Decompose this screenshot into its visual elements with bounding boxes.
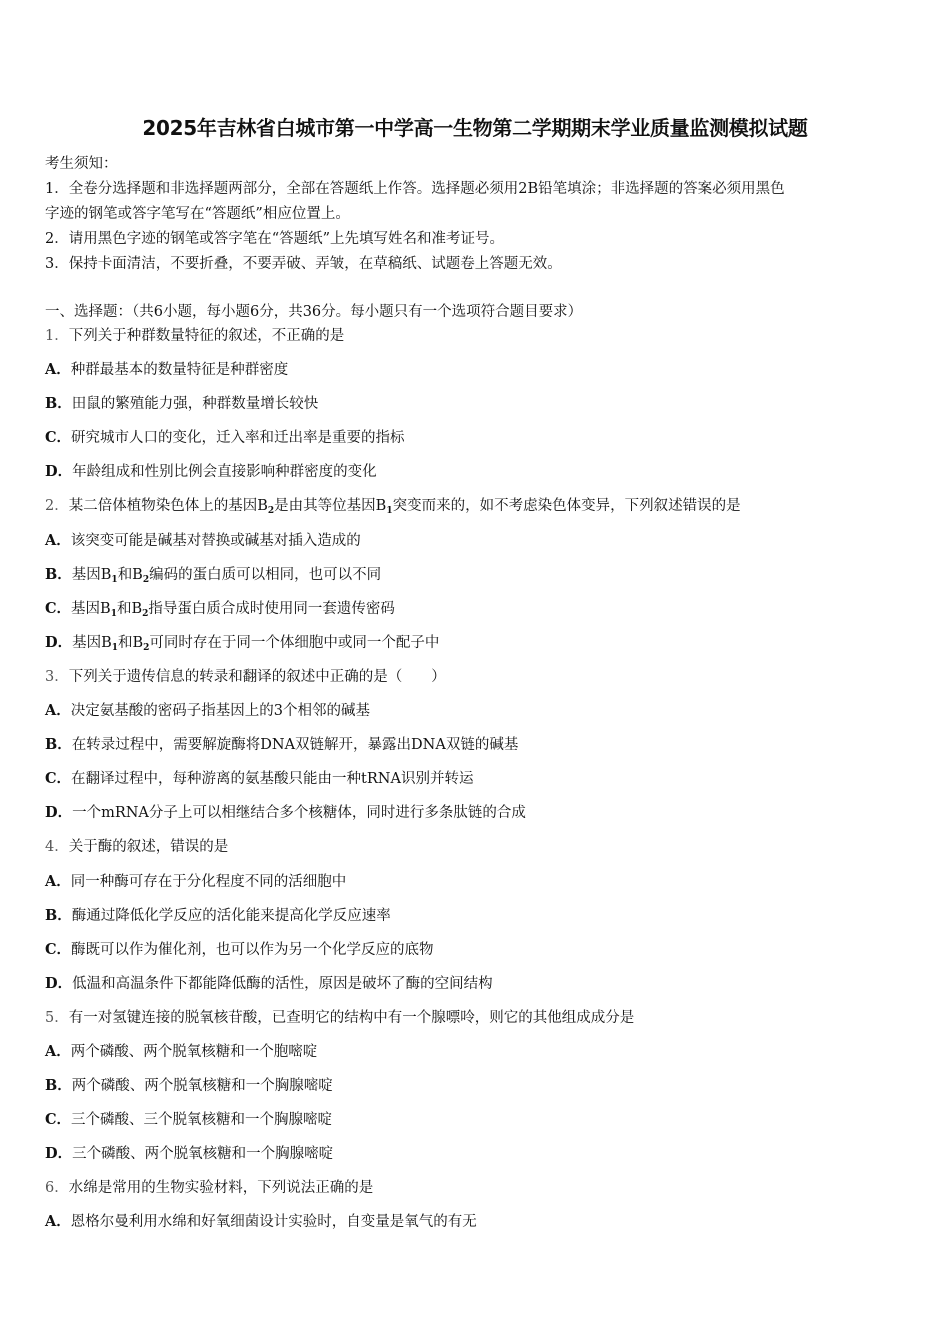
question-number: 5． [45,1009,69,1026]
notice-item: 2．请用黑色字迹的钢笔或答字笔在“答题纸”上先填写姓名和准考证号。 [45,231,505,247]
option-text: 在转录过程中，需要解旋酶将DNA双链解开，暴露出DNA双链的碱基 [71,737,519,754]
option-text: 编码的蛋白质可以相同，也可以不同 [149,566,382,583]
question-stem [45,1176,905,1210]
option-text: 三个磷酸、三个脱氧核糖和一个胸腺嘧啶 [71,1112,333,1129]
option-letter: B． [45,906,72,924]
subscript: 2 [267,506,275,517]
answer-option [45,460,905,494]
subscript: 2 [143,642,150,653]
option-letter: D． [45,463,73,481]
subscript: 2 [142,608,149,619]
page-title: 2025年吉林省白城市第一中学高一生物第二学期期末学业质量监测模拟试题 [142,116,808,140]
question-list [45,324,905,1245]
option-letter: D． [45,974,73,992]
option-text: 基因B [71,600,111,617]
answer-option [45,426,905,460]
option-text: 基因B [71,566,112,583]
option-text: 恩格尔曼利用水绵和好氧细菌设计实验时，自变量是氧气的有无 [70,1214,477,1231]
answer-option [45,1074,905,1108]
question-number: 3． [45,668,69,685]
option-letter: C． [45,429,72,447]
question-stem [45,324,905,358]
answer-option [45,563,905,597]
answer-option [45,1040,905,1074]
question-text: 关于酶的叙述，错误的是 [68,839,229,856]
answer-option [45,801,905,835]
option-text: 可同时存在于同一个体细胞中或同一个配子中 [149,634,440,651]
answer-option [45,529,905,563]
option-letter: A． [45,702,71,720]
option-text: 酶既可以作为催化剂，也可以作为另一个化学反应的底物 [71,941,434,958]
question-stem [45,494,905,528]
answer-option [45,358,905,392]
option-text: 在翻译过程中，每种游离的氨基酸只能由一种tRNA识别并转运 [71,771,474,788]
answer-option [45,733,905,767]
option-letter: A． [45,1042,71,1060]
question-stem [45,1006,905,1040]
question-text: 有一对氢键连接的脱氧核苷酸，已查明它的结构中有一个腺嘌呤，则它的其他组成成分是 [68,1009,635,1026]
question-number: 2． [45,498,69,515]
option-text: 三个磷酸、两个脱氧核糖和一个胸腺嘧啶 [72,1146,334,1163]
option-letter: C． [45,1111,72,1129]
option-letter: C． [45,770,72,788]
option-letter: A． [45,531,71,549]
subscript: 1 [111,642,118,653]
option-text: 和B [117,566,143,583]
option-letter: A． [45,361,71,379]
option-text: 酶通过降低化学反应的活化能来提高化学反应速率 [71,907,391,924]
answer-option [45,631,905,665]
question-text: 下列关于种群数量特征的叙述，不正确的是 [68,328,345,344]
option-text: 基因B [72,634,112,651]
option-text: 田鼠的繁殖能力强，种群数量增长较快 [71,396,319,413]
answer-option [45,1142,905,1176]
subscript: 2 [142,574,150,585]
answer-option [45,597,905,631]
question-number: 4． [45,839,69,856]
answer-option [45,870,905,904]
option-letter: C． [45,599,72,617]
question-stem [45,665,905,699]
option-text: 和B [118,634,144,651]
question-number: 1． [45,328,69,344]
question-stem [45,835,905,869]
question-number: 6． [45,1180,69,1197]
answer-option [45,904,905,938]
answer-option [45,767,905,801]
answer-option [45,699,905,733]
answer-option [45,1108,905,1142]
option-text: 决定氨基酸的密码子指基因上的3个相邻的碱基 [70,703,370,720]
question-text: 水绵是常用的生物实验材料，下列说法正确的是 [68,1180,374,1197]
candidate-notice [45,152,907,277]
option-letter: D． [45,633,73,651]
answer-option [45,1210,905,1244]
question-text: 突变而来的，如不考虑染色体变异，下列叙述错误的是 [392,498,741,515]
option-text: 两个磷酸、两个脱氧核糖和一个胸腺嘧啶 [71,1078,333,1095]
option-letter: B． [45,736,72,754]
option-letter: C． [45,940,72,958]
option-text: 一个mRNA分子上可以相继结合多个核糖体，同时进行多条肽链的合成 [72,805,526,822]
question-text: 是由其等位基因B [274,498,387,515]
option-letter: D． [45,804,73,822]
question-text: 某二倍体植物染色体上的基因B [68,498,268,515]
option-letter: B． [45,395,72,413]
subscript: 1 [111,574,118,585]
option-text: 研究城市人口的变化，迁入率和迁出率是重要的指标 [71,430,405,447]
answer-option [45,938,905,972]
option-letter: A． [45,1213,71,1231]
answer-option [45,972,905,1006]
notice-item: 字迹的钢笔或答字笔写在“答题纸”相应位置上。 [45,206,350,222]
subscript: 1 [386,506,393,517]
option-text: 两个磷酸、两个脱氧核糖和一个胞嘧啶 [70,1043,318,1060]
option-text: 和B [116,600,143,617]
option-text: 年龄组成和性别比例会直接影响种群密度的变化 [72,464,377,481]
notice-item: 1．全卷分选择题和非选择题两部分，全部在答题纸上作答。选择题必须用2B铅笔填涂；非选择题的答案必须用黑色 [45,181,785,197]
option-text: 同一种酶可存在于分化程度不同的活细胞中 [70,873,347,890]
option-text: 低温和高温条件下都能降低酶的活性，原因是破坏了酶的空间结构 [72,975,493,992]
option-text: 该突变可能是碱基对替换或碱基对插入造成的 [70,532,361,549]
question-text: 下列关于遗传信息的转录和翻译的叙述中正确的是（ ） [68,668,446,685]
option-letter: A． [45,872,71,890]
option-text: 指导蛋白质合成时使用同一套遗传密码 [148,600,395,617]
option-letter: B． [45,1077,72,1095]
notice-heading: 考生须知： [45,156,118,172]
notice-item: 3．保持卡面清洁，不要折叠，不要弄破、弄皱，在草稿纸、试题卷上答题无效。 [45,256,562,272]
option-letter: D． [45,1145,73,1163]
subscript: 1 [110,608,117,619]
option-text: 种群最基本的数量特征是种群密度 [70,362,289,379]
answer-option [45,392,905,426]
section-header: 一、选择题：（共6小题，每小题6分，共36分。每小题只有一个选项符合题目要求） [45,304,583,320]
option-letter: B． [45,565,72,583]
